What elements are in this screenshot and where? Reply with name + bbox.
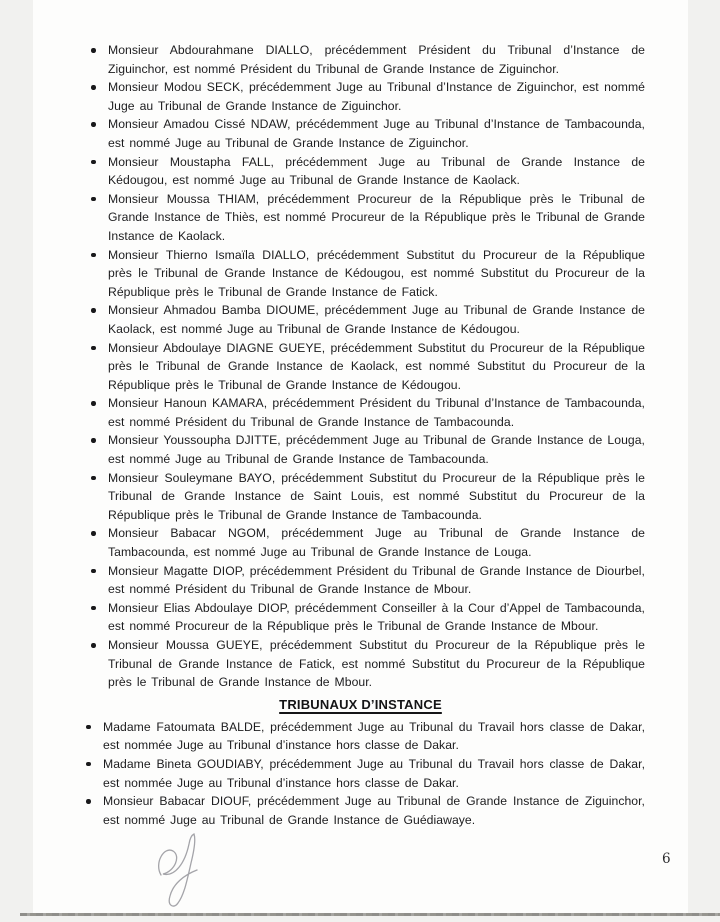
appointment-item [108,339,645,395]
appointment-text: Monsieur Moustapha FALL, précédemment Juge au Tribunal de Grande Instance de Kédougou, est nommé Juge au Tribunal de Grande Instance de Kaolack. [108,154,645,188]
appointment-text: Monsieur Modou SECK, précédemment Juge au Tribunal d’Instance de Ziguinchor, est nommé Juge au Tribunal de Grande Instance de Ziguinchor. [108,80,645,113]
signature-icon [149,833,227,909]
appointment-text: Monsieur Amadou Cissé NDAW, précédemment Juge au Tribunal d’Instance de Tambacounda, est nommé Juge au Tribunal de Grande Instance de Ziguinchor. [108,117,645,150]
section-title-tribunaux-instance [33,695,688,714]
appointment-item [108,190,645,246]
grande-instance-appointments-list [33,0,688,692]
appointment-item [108,599,645,636]
appointment-item [108,301,645,338]
bullet-icon [91,85,96,90]
appointment-text: Monsieur Babacar DIOUF, précédemment Juge au Tribunal de Grande Instance de Ziguinchor, est nommé Juge au Tribunal de Grande Instance de Guédiawaye. [103,794,645,827]
bullet-icon [91,643,96,648]
appointment-item [108,246,645,302]
bullet-icon [91,308,96,313]
appointment-item [108,524,645,561]
appointment-text: Monsieur Moussa GUEYE, précédemment Substitut du Procureur de la République près le Tribunal de Grande Instance de Fatick, est nommé Substitut du Procureur de la République près le Tribunal de Grande Instance de Mbour. [108,638,645,690]
appointment-text: Monsieur Babacar NGOM, précédemment Juge au Tribunal de Grande Instance de Tambacounda, est nommé Juge au Tribunal de Grande Instance de Louga. [108,526,645,560]
appointment-text: Monsieur Abdoulaye DIAGNE GUEYE, précédemment Substitut du Procureur de la République près le Tribunal de Grande Instance de Kaolack, est nommé Substitut du Procureur de la République près le Tribunal de Grande Instance de Kédougou. [108,340,645,392]
document-page [33,0,688,913]
appointment-text: Madame Bineta GOUDIABY, précédemment Juge au Tribunal du Travail hors classe de Dakar, est nommée Juge au Tribunal d’instance hors classe de Dakar. [103,756,645,790]
appointment-item [108,41,645,78]
page-number: 6 [662,851,671,867]
bullet-icon [86,799,91,804]
appointment-item [108,636,645,692]
bullet-icon [91,346,96,351]
appointment-text: Monsieur Moussa THIAM, précédemment Procureur de la République près le Tribunal de Grande Instance de Thiès, est nommé Procureur de la République près le Tribunal de Grande Instance de Kaolack. [108,191,645,243]
appointment-item [108,78,645,115]
bullet-icon [91,253,96,258]
bullet-icon [91,606,96,611]
appointment-text: Monsieur Youssoupha DJITTE, précédemment Juge au Tribunal de Grande Instance de Louga, est nommé Juge au Tribunal de Grande Instance de Tambacounda. [108,433,645,467]
page-bottom-edge [20,913,720,916]
bullet-icon [91,438,96,443]
appointment-item [108,431,645,468]
appointment-item [103,718,645,755]
appointment-item [103,755,645,792]
appointment-item [103,792,645,829]
bullet-icon [86,725,91,730]
appointment-text: Monsieur Hanoun KAMARA, précédemment Président du Tribunal d’Instance de Tambacounda, est nommé Président du Tribunal de Grande Instance de Tambacounda. [108,396,645,429]
appointment-text: Monsieur Abdourahmane DIALLO, précédemment Président du Tribunal d’Instance de Ziguinchor, est nommé Président du Tribunal de Grande Instance de Ziguinchor. [108,43,645,76]
bullet-icon [86,762,91,767]
bullet-icon [91,197,96,202]
bullet-icon [91,476,96,481]
appointment-item [108,469,645,525]
bullet-icon [91,160,96,165]
appointment-item [108,153,645,190]
bullet-icon [91,48,96,53]
appointment-text: Monsieur Elias Abdoulaye DIOP, précédemment Conseiller à la Cour d’Appel de Tambacounda, est nommé Procureur de la République près le Tribunal de Grande Instance de Mbour. [108,600,645,634]
appointment-text: Monsieur Souleymane BAYO, précédemment Substitut du Procureur de la République près le Tribunal de Grande Instance de Saint Louis, est nommé Substitut du Procureur de la République près le Tribunal de Grande Instance de Tambacounda. [108,470,645,522]
section-title-text: TRIBUNAUX D’INSTANCE [279,696,442,712]
bullet-icon [91,531,96,536]
appointment-text: Monsieur Thierno Ismaïla DIALLO, précédemment Substitut du Procureur de la République près le Tribunal de Grande Instance de Kédougou, est nommé Substitut du Procureur de la République près le Tribunal de Grande Instance de Fatick. [108,247,645,299]
appointment-item [108,562,645,599]
bullet-icon [91,569,96,574]
bullet-icon [91,401,96,406]
appointment-item [108,394,645,431]
appointment-text: Madame Fatoumata BALDE, précédemment Juge au Tribunal du Travail hors classe de Dakar, est nommée Juge au Tribunal d’instance hors classe de Dakar. [103,719,645,753]
instance-appointments-list [33,714,688,830]
appointment-text: Monsieur Magatte DIOP, précédemment Président du Tribunal de Grande Instance de Diourbel, est nommé Président du Tribunal de Grande Instance de Mbour. [108,563,645,597]
appointment-text: Monsieur Ahmadou Bamba DIOUME, précédemment Juge au Tribunal de Grande Instance de Kaolack, est nommé Juge au Tribunal de Grande Instance de Kédougou. [108,303,645,336]
bullet-icon [91,122,96,127]
appointment-item [108,115,645,152]
